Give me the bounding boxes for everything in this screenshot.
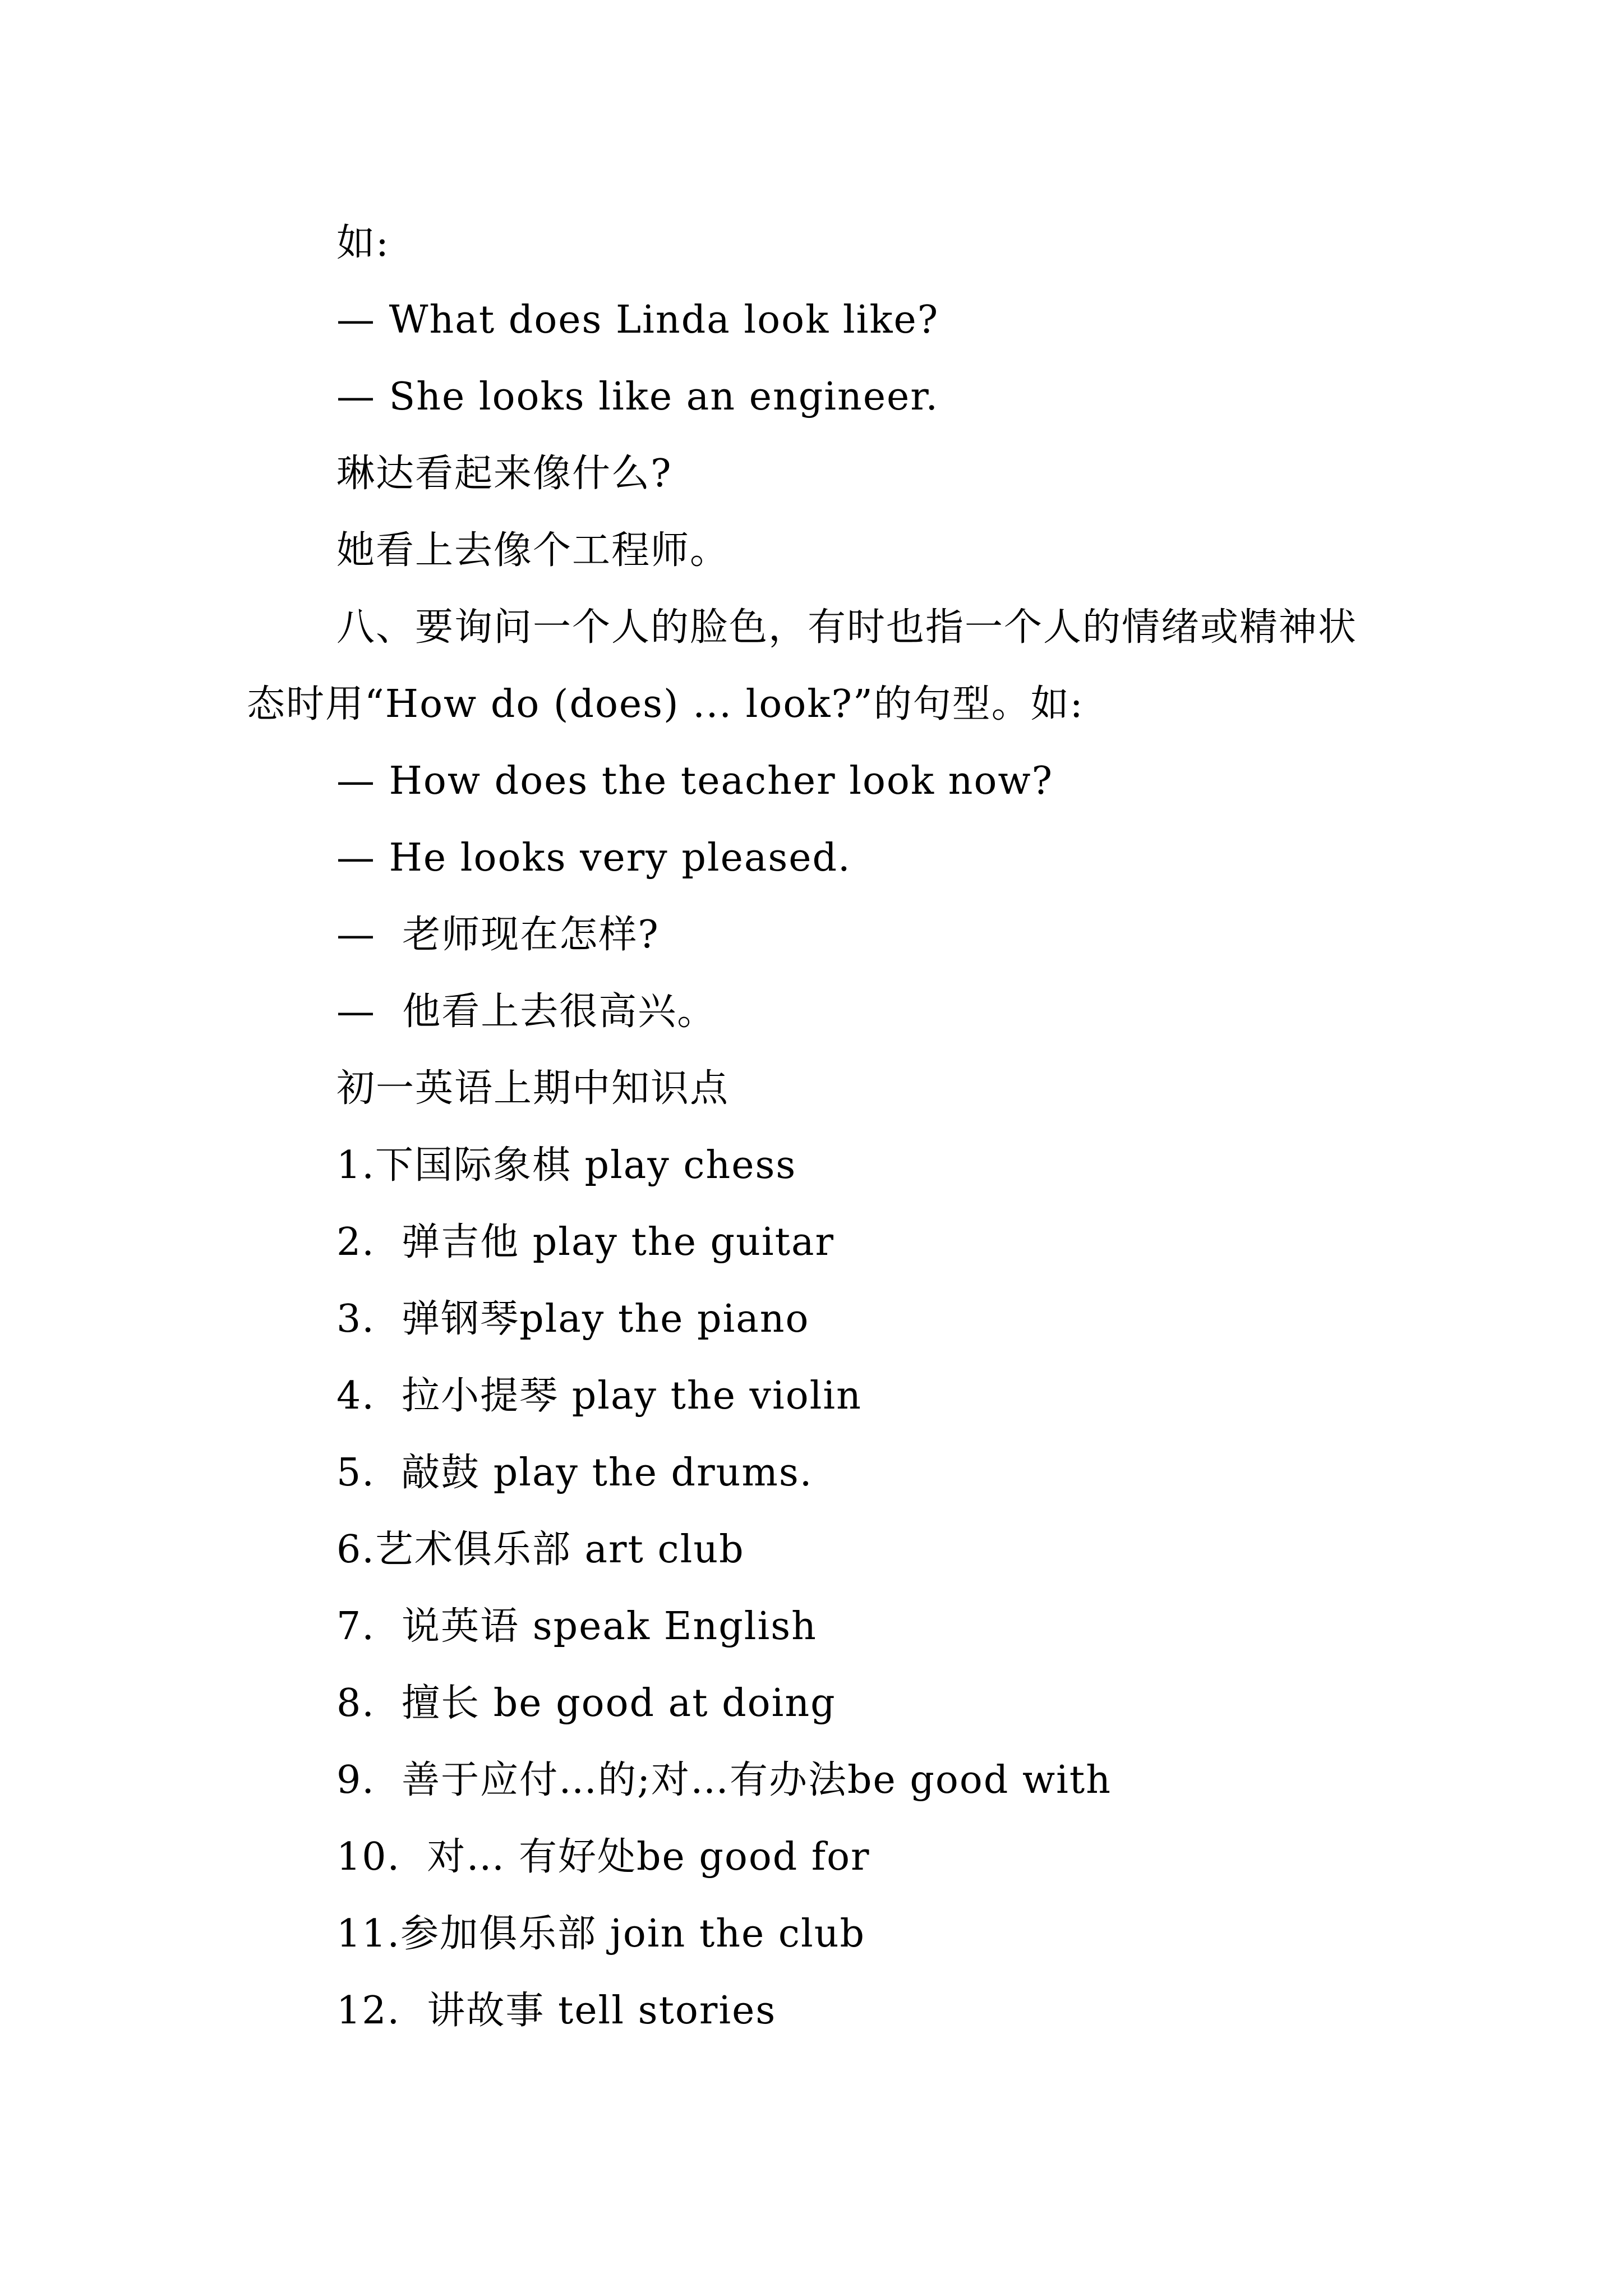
list-item: 2. 弹吉他 play the guitar: [336, 1220, 834, 1264]
list-item: 12. 讲故事 tell stories: [336, 1989, 777, 2033]
paragraph-eight: 八、要询问一个人的脸色，有时也指一个人的情绪或精神状态时用“How do (does) ... look?”的句型。如:: [247, 605, 1358, 726]
translation-question: 琳达看起来像什么?: [336, 452, 672, 496]
dialogue-question: — What does Linda look like?: [336, 298, 939, 342]
translation-question-2: — 老师现在怎样?: [336, 913, 660, 957]
list-item: 10. 对… 有好处be good for: [336, 1835, 870, 1879]
dialogue-answer: — She looks like an engineer.: [336, 375, 939, 419]
example-label: 如:: [336, 221, 390, 265]
list-item: 4. 拉小提琴 play the violin: [336, 1374, 862, 1418]
list-item: 11.参加俱乐部 join the club: [336, 1912, 866, 1956]
list-item: 6.艺术俱乐部 art club: [336, 1527, 745, 1572]
list-item: 5. 敲鼓 play the drums.: [336, 1451, 813, 1495]
document-body: [247, 205, 1391, 2049]
list-item: 7. 说英语 speak English: [336, 1604, 817, 1649]
list-item: 9. 善于应付…的;对…有办法be good with: [336, 1758, 1112, 1802]
translation-answer: 她看上去像个工程师。: [336, 528, 730, 573]
dialogue-question-2: — How does the teacher look now?: [336, 759, 1054, 803]
translation-answer-2: — 他看上去很高兴。: [336, 990, 717, 1034]
section-heading: 初一英语上期中知识点: [336, 1066, 730, 1111]
list-item: 3. 弹钢琴play the piano: [336, 1297, 810, 1341]
dialogue-answer-2: — He looks very pleased.: [336, 836, 851, 880]
list-item: 8. 擅长 be good at doing: [336, 1681, 836, 1726]
list-item: 1.下国际象棋 play chess: [336, 1143, 797, 1188]
